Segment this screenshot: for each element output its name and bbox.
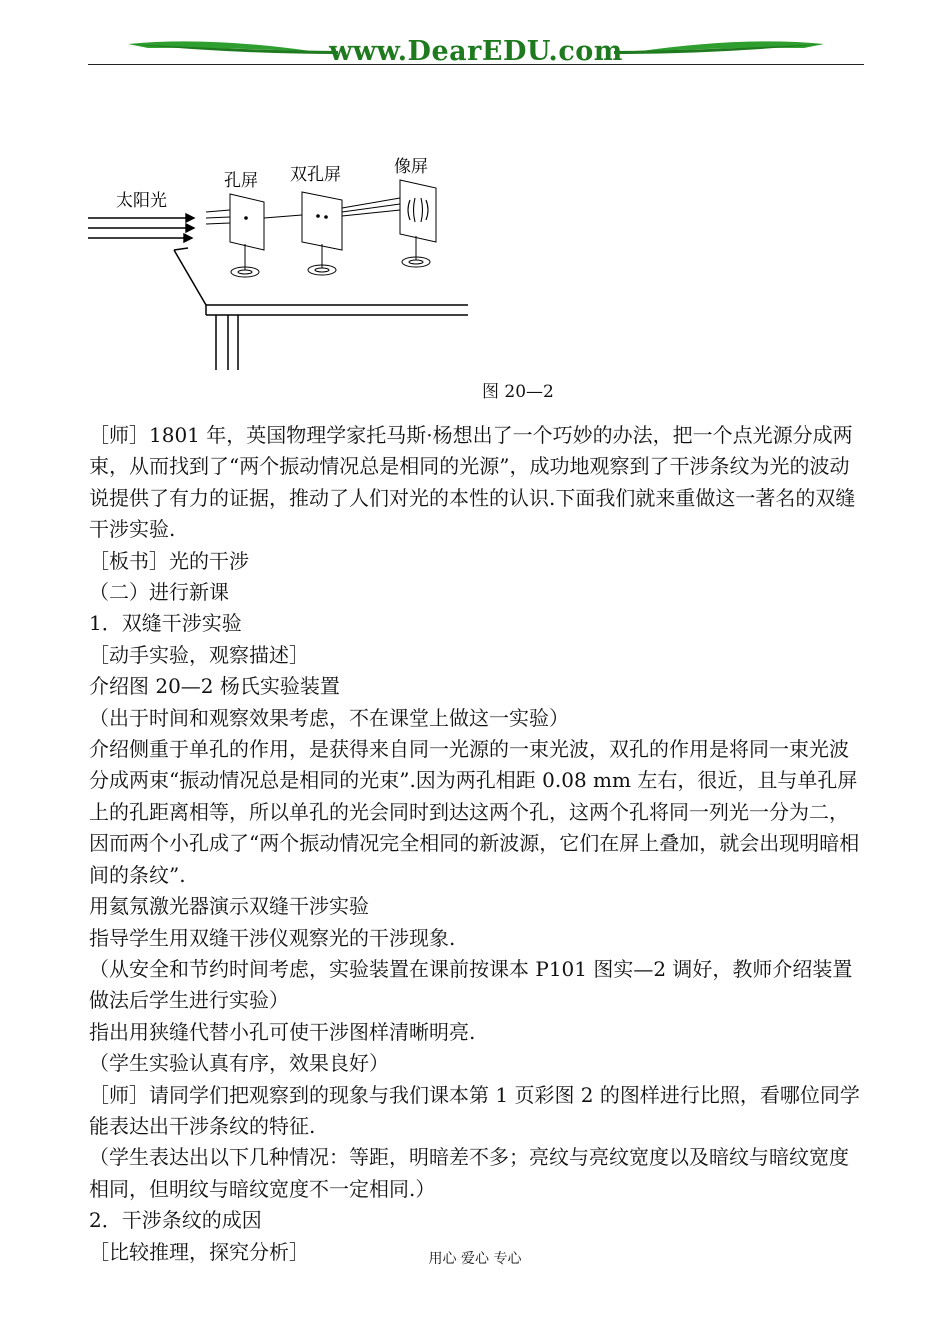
single-hole-screen-label: 孔屏	[224, 171, 258, 191]
paragraph: 指出用狭缝代替小孔可使干涉图样清晰明亮.	[89, 1019, 476, 1044]
paragraph: ［师］请同学们把观察到的现象与我们课本第 1 页彩图 2 的图样进行比照，看哪位同学能表达出干涉条纹的特征.	[89, 1082, 860, 1138]
paragraph: ［师］1801 年，英国物理学家托马斯·杨想出了一个巧妙的办法，把一个点光源分成两束，从而找到了“两个振动情况总是相同的光源”，成功地观察到了干涉条纹为光的波动说提供了有力的证据，推动了人们对光的本性的认识.下面我们就来重做这一著名的双缝干涉实验.	[89, 423, 856, 542]
page-header	[88, 30, 864, 72]
paragraph: ［板书］光的干涉	[89, 548, 249, 573]
paragraph: （学生表达出以下几种情况：等距，明暗差不多；亮纹与亮纹宽度以及暗纹与暗纹宽度相同，但明纹与暗纹宽度不一定相同.）	[89, 1145, 849, 1201]
page-footer: 用心 爱心 专心	[428, 1251, 522, 1267]
lesson-text	[89, 420, 865, 1268]
paragraph: 介绍侧重于单孔的作用，是获得来自同一光源的一束光波，双孔的作用是将同一束光波分成两束“振动情况总是相同的光束”.因为两孔相距 0.08 mm 左右，很近，且与单孔屏上的孔距离相等，所以单孔的光会同时到达这两个孔，这两个孔将同一列光一分为二，因而两个小孔成了“两个振动情况完全相同的新波源，它们在屏上叠加，就会出现明暗相间的条纹”.	[89, 737, 860, 887]
image-screen-label: 像屏	[394, 157, 428, 177]
paragraph: （从安全和节约时间考虑，实验装置在课前按课本 P101 图实—2 调好，教师介绍装置做法后学生进行实验）	[89, 956, 853, 1013]
paragraph: 1．双缝干涉实验	[89, 611, 242, 636]
paragraph: （出于时间和观察效果考虑，不在课堂上做这一实验）	[89, 705, 569, 730]
header-rule	[88, 64, 864, 65]
double-hole-screen-label: 双孔屏	[290, 165, 341, 185]
young-experiment-figure	[88, 150, 468, 370]
apparatus-diagram	[88, 150, 468, 370]
paragraph: （二）进行新课	[89, 580, 229, 605]
figure-caption: 图 20—2	[482, 382, 554, 402]
paragraph: 2．干涉条纹的成因	[89, 1208, 262, 1233]
paragraph: 介绍图 20—2 杨氏实验装置	[89, 674, 340, 699]
paragraph: ［比较推理，探究分析］	[89, 1239, 309, 1264]
site-name: www.DearEDU.com	[329, 36, 623, 67]
sunlight-label: 太阳光	[116, 191, 167, 211]
paragraph: 用氦氖激光器演示双缝干涉实验	[89, 894, 369, 919]
paragraph: （学生实验认真有序，效果良好）	[89, 1051, 389, 1076]
paragraph: ［动手实验，观察描述］	[89, 642, 309, 667]
paragraph: 指导学生用双缝干涉仪观察光的干涉现象.	[89, 925, 456, 950]
